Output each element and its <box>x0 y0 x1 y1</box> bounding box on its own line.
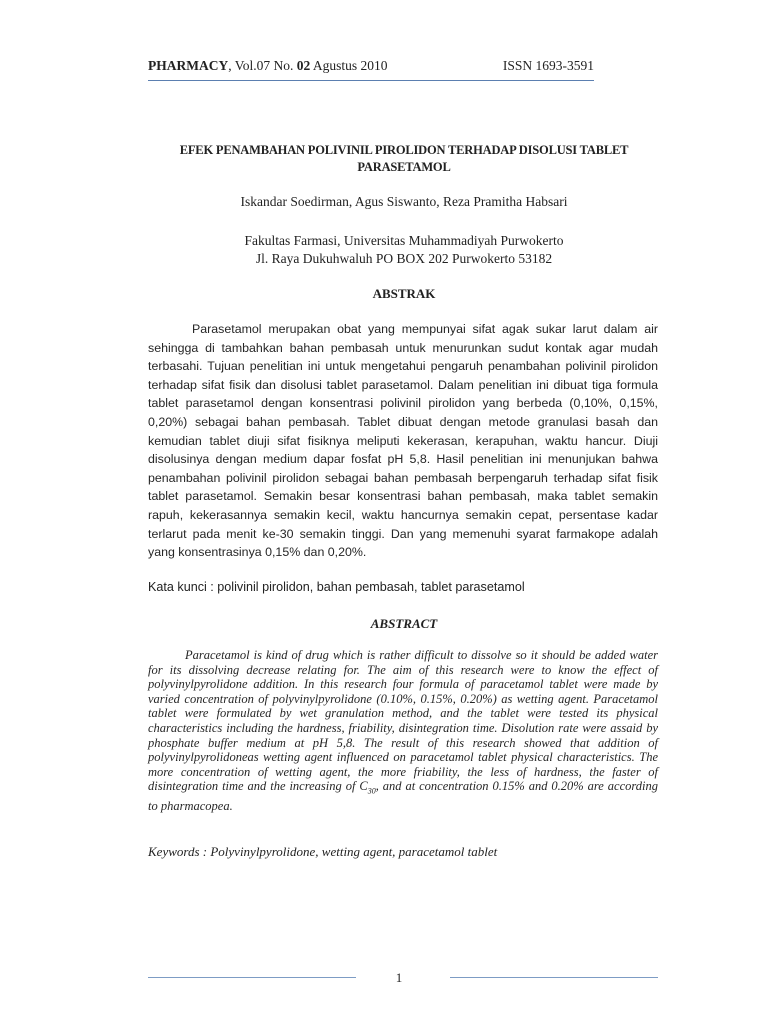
journal-volume: , Vol.07 No. <box>228 58 297 73</box>
affiliation-address: Jl. Raya Dukuhwaluh PO BOX 202 Purwokerto 53182 <box>255 251 553 266</box>
paper-title: EFEK PENAMBAHAN POLIVINIL PIROLIDON TERHADAP DISOLUSI TABLET PARASETAMOL <box>179 143 629 174</box>
abstrak-heading: ABSTRAK <box>372 286 436 301</box>
journal-citation <box>148 58 388 74</box>
abstract-body <box>148 648 658 814</box>
footer-divider-left <box>148 977 356 978</box>
journal-number: 02 <box>296 58 311 73</box>
abstract-subscript: 30 <box>367 786 376 796</box>
abstract-text: Paracetamol is kind of drug which is rather difficult to dissolve so it should be added water for its dissolving decrease relating for. The aim of this research were to know the effect of polyvinylpyrolidone addition. In this research four formula of paracetamol tablet were made by varied concentration of polyvinylpyrolidone (0.10%, 0.15%, 0.20%) as wetting agent. Paracetamol tablet were formulated by wet granulation method, and the tablet were tested its physical characteristics including the hardness, friability, disintegration time. Disolution rate were assaid by phosphate buffer medium at pH 5,8. The result of this research showed that addition of polyvinylpyrolidoneas wetting agent influenced on paracetamol tablet physical characteristics. The more concentration of wetting agent, the more friability, the less of hardness, the faster of disintegration time and the increasing of C <box>148 648 658 794</box>
affiliation-institution: Fakultas Farmasi, Universitas Muhammadiyah Purwokerto <box>244 233 564 248</box>
abstract-text-end: , and at concentration 0.15% and 0.20% are according to pharmacopea. <box>148 779 658 814</box>
page-number: 1 <box>395 970 403 985</box>
journal-date: Agustus 2010 <box>310 58 388 73</box>
running-header <box>148 58 594 74</box>
abstract-heading: ABSTRACT <box>370 616 438 631</box>
author-list: Iskandar Soedirman, Agus Siswanto, Reza Pramitha Habsari <box>240 194 568 209</box>
issn: ISSN 1693-3591 <box>502 58 594 73</box>
header-divider <box>148 80 594 81</box>
keywords: Keywords : Polyvinylpyrolidone, wetting agent, paracetamol tablet <box>148 844 498 859</box>
footer-divider-right <box>450 977 658 978</box>
journal-name: PHARMACY <box>148 58 229 73</box>
affiliation <box>148 232 660 268</box>
abstrak-body: Parasetamol merupakan obat yang mempunyai sifat agak sukar larut dalam air sehingga di tambahkan bahan pembasah untuk menurunkan sudut kontak agar mudah terbasahi. Tujuan penelitian ini untuk mengetahui pengaruh penambahan polivinil pirolidon terhadap sifat fisik dan disolusi tablet parasetamol. Dalam penelitian ini dibuat tiga formula tablet parasetamol dengan konsentrasi polivinil pirolidon yang berbeda (0,10%, 0,15%, 0,20%) sebagai bahan pembasah. Tablet dibuat dengan metode granulasi basah dan kemudian tablet diuji sifat fisiknya meliputi kekerasan, kerapuhan, waktu hancur. Diuji disolusinya dengan medium dapar fosfat pH 5,8. Hasil penelitian ini menunjukan bahwa penambahan polivinil pirolidon sebagai bahan pembasah berpengaruh terhadap sifat fisik tablet parasetamol. Semakin besar konsentrasi bahan pembasah, maka tablet semakin rapuh, kekerasannya semakin kecil, waktu hancurnya semakin cepat, persentase kadar terlarut pada menit ke-30 semakin tinggi. Dan yang memenuhi syarat farmakope adalah yang konsentrasinya 0,15% dan 0,20%. <box>148 322 658 560</box>
kata-kunci: Kata kunci : polivinil pirolidon, bahan pembasah, tablet parasetamol <box>148 580 525 594</box>
